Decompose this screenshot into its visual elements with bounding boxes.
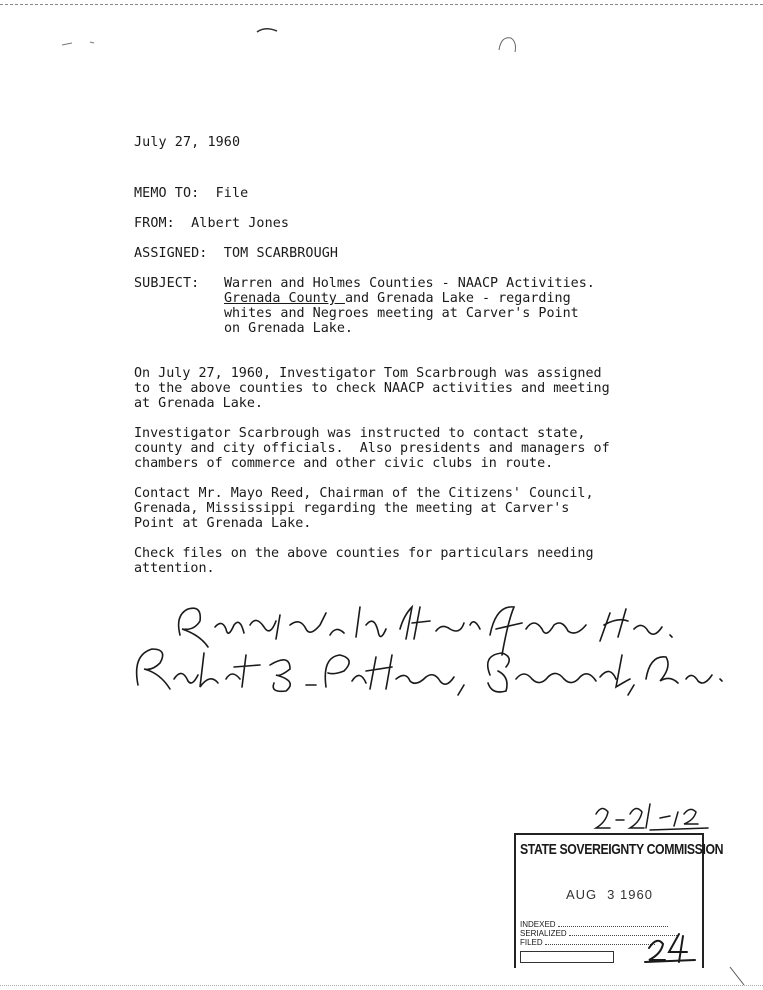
from-label: FROM: <box>134 216 175 231</box>
state-sovereignty-stamp <box>508 800 724 970</box>
stamp-field-indexed: INDEXED <box>520 920 679 929</box>
paragraph: Check files on the above counties for particulars needing attention. <box>134 546 594 576</box>
stamp-date-day: 3 <box>607 887 616 902</box>
paragraph: Investigator Scarbrough was instructed to contact state, county and city officials. Also presidents and managers of chambers of commerce and other civic clubs in route. <box>134 426 610 471</box>
handwritten-initials <box>643 930 698 965</box>
subject-underlined: Grenada County <box>224 291 345 306</box>
subject-line: on Grenada Lake. <box>224 321 353 336</box>
stamp-date <box>566 887 653 902</box>
scan-speck <box>60 40 100 48</box>
paragraph: On July 27, 1960, Investigator Tom Scarbrough was assigned to the above counties to check NAACP activities and meeting at Grenada Lake. <box>134 366 610 411</box>
subject-text <box>224 276 595 336</box>
from-row <box>134 216 289 231</box>
stamp-date-month: AUG <box>566 887 598 902</box>
subject-label: SUBJECT: <box>134 276 200 291</box>
subject-line: Warren and Holmes Counties - NAACP Activities. <box>224 276 595 291</box>
stamp-field-serialized: SERIALIZED <box>520 929 679 938</box>
from-value: Albert Jones <box>191 216 290 231</box>
stamp-field-filed: FILED <box>520 938 679 947</box>
bottom-edge-line <box>0 985 763 986</box>
top-edge-line <box>0 4 763 5</box>
assigned-row <box>134 246 338 261</box>
assigned-value: TOM SCARBROUGH <box>223 246 339 261</box>
assigned-label: ASSIGNED: <box>134 246 208 261</box>
paragraph: Contact Mr. Mayo Reed, Chairman of the Citizens' Council, Grenada, Mississippi regarding the meeting at Carver's Point at Grenada Lake. <box>134 486 594 531</box>
stamp-title: STATE SOVEREIGNTY COMMISSION <box>520 841 724 858</box>
handwritten-file-number <box>590 800 710 834</box>
memo-to-value: File <box>215 186 249 201</box>
subject-line: and Grenada Lake - regarding <box>344 291 571 306</box>
handwritten-note <box>130 595 750 705</box>
memo-to-row <box>134 186 248 201</box>
scan-speck <box>255 26 279 36</box>
stamp-file-box <box>520 951 614 963</box>
subject-line: whites and Negroes meeting at Carver's Point <box>224 306 579 321</box>
memo-date: July 27, 1960 <box>134 135 241 150</box>
stamp-date-year: 1960 <box>620 887 653 902</box>
scan-speck <box>728 965 748 987</box>
memo-to-label: MEMO TO: <box>134 186 200 201</box>
scan-speck <box>495 32 521 62</box>
